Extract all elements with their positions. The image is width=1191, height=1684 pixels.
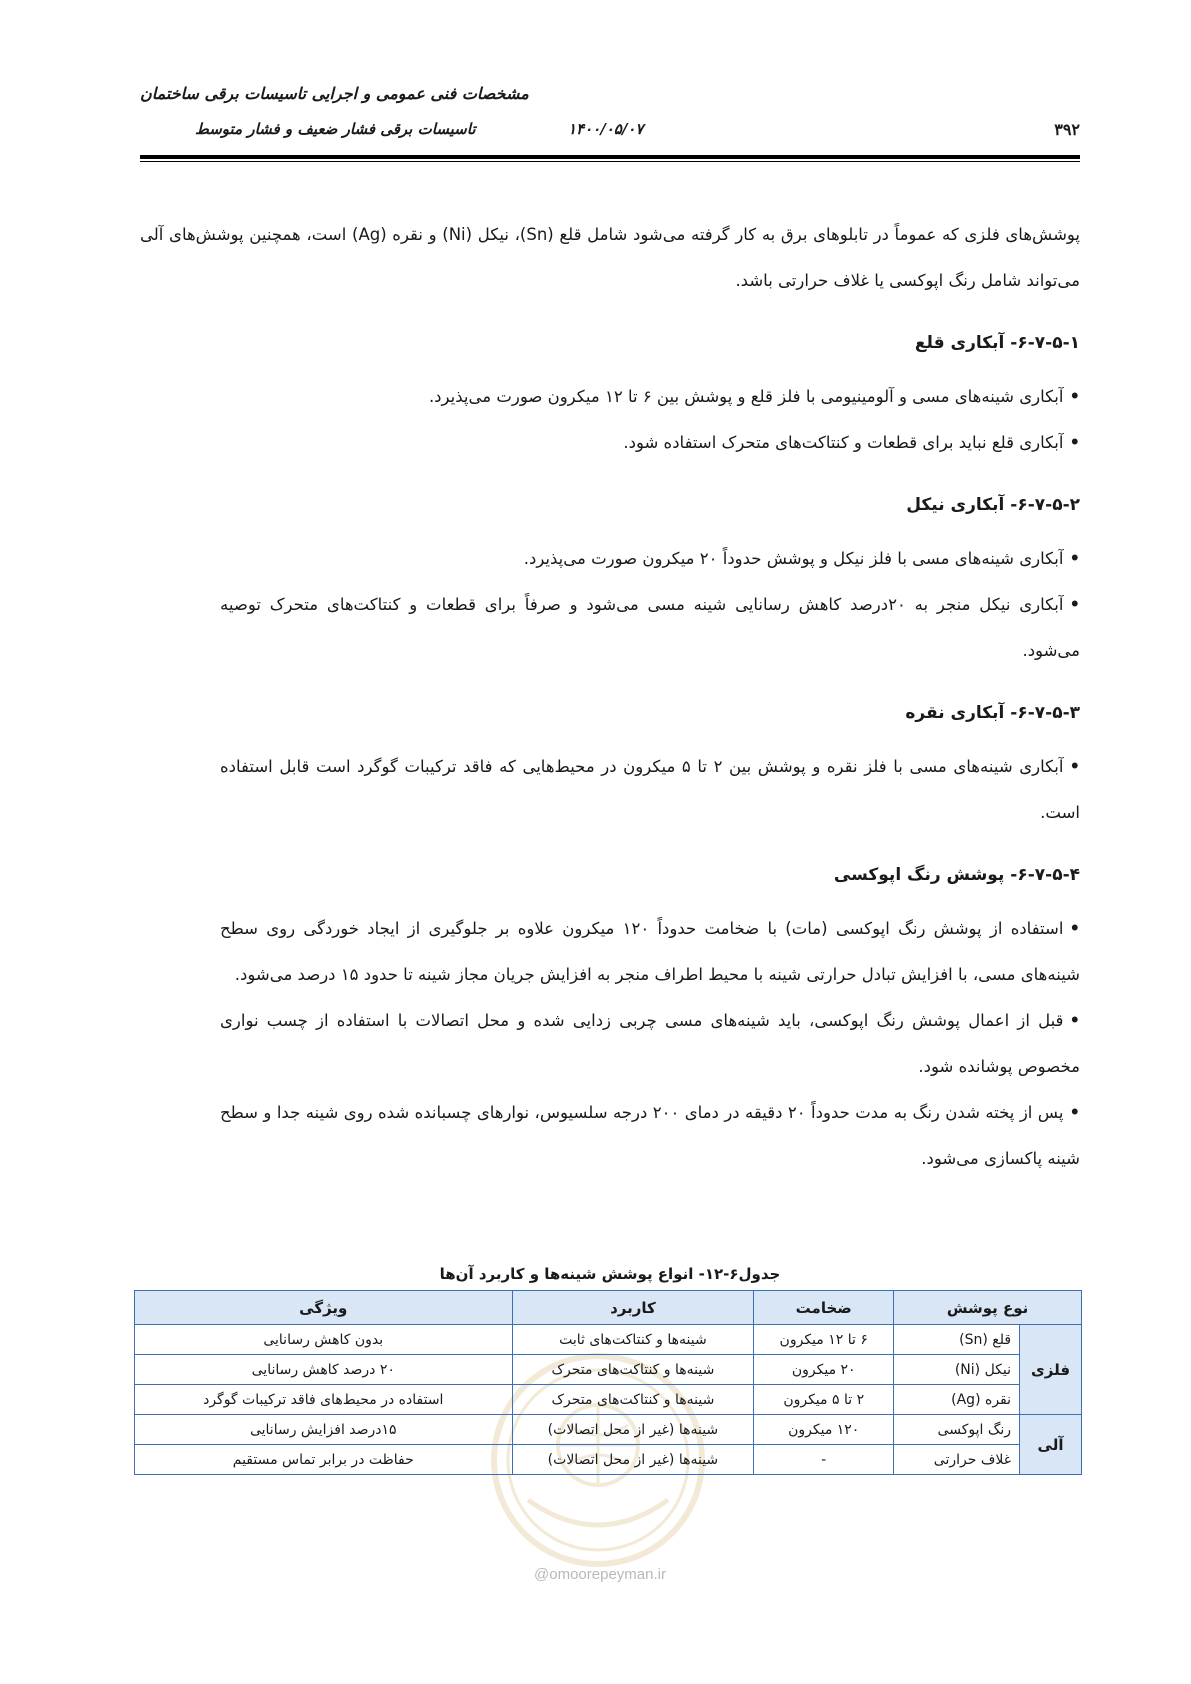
table-cell: حفاظت در برابر تماس مستقیم	[135, 1445, 513, 1475]
table-row	[135, 1445, 1082, 1475]
table-cell: ۶ تا ۱۲ میکرون	[754, 1325, 894, 1355]
bullet-icon: •	[1069, 757, 1080, 776]
group-metallic: فلزی	[1020, 1325, 1082, 1415]
table-row	[135, 1415, 1082, 1445]
table-header-row	[135, 1291, 1082, 1325]
bullet-item: •آبکاری شینه‌های مسی با فلز نیکل و پوشش حدوداً ۲۰ میکرون صورت می‌پذیرد.	[523, 549, 1080, 568]
bullet-icon: •	[1069, 549, 1080, 568]
table-cell: شینه‌ها (غیر از محل اتصالات)	[512, 1445, 754, 1475]
table-row	[135, 1355, 1082, 1385]
table-cell: شینه‌ها و کنتاکت‌های متحرک	[512, 1385, 754, 1415]
bullet-item: •استفاده از پوشش رنگ اپوکسی (مات) با ضخامت حدوداً ۱۲۰ میکرون علاوه بر جلوگیری از ایجاد خوردگی روی سطح شینه‌های مسی، با افزایش تبادل حرارتی شینه با محیط اطراف منجر به افزایش جریان مجاز شینه تا حدود ۱۵ درصد می‌شود.	[220, 919, 1080, 984]
coatings-table	[134, 1290, 1082, 1475]
bullet-item: •آبکاری شینه‌های مسی و آلومینیومی با فلز قلع و پوشش بین ۶ تا ۱۲ میکرون صورت می‌پذیرد.	[428, 387, 1080, 406]
table-cell: غلاف حرارتی	[894, 1445, 1020, 1475]
table-cell: قلع (Sn)	[894, 1325, 1020, 1355]
header-divider-thin	[140, 161, 1080, 162]
bullet-icon: •	[1069, 1103, 1080, 1122]
header-subtitle: تاسیسات برقی فشار ضعیف و فشار متوسط	[195, 120, 476, 138]
table-cell: ۱۲۰ میکرون	[754, 1415, 894, 1445]
table-cell: ۲۰ درصد کاهش رسانایی	[135, 1355, 513, 1385]
table-cell: نقره (Ag)	[894, 1385, 1020, 1415]
bullet-list	[140, 744, 1080, 836]
table-cell: شینه‌ها و کنتاکت‌های ثابت	[512, 1325, 754, 1355]
table-row	[135, 1325, 1082, 1355]
bullet-list	[140, 374, 1080, 466]
document-body	[140, 212, 1080, 1182]
bullet-icon: •	[1069, 387, 1080, 406]
header-feature: ویژگی	[135, 1291, 513, 1325]
intro-paragraph: پوشش‌های فلزی که عموماً در تابلوهای برق به کار گرفته می‌شود شامل قلع (Sn)، نیکل (Ni) و نقره (Ag) است، همچنین پوشش‌های آلی می‌تواند شامل رنگ اپوکسی یا غلاف حرارتی باشد.	[140, 225, 1081, 290]
table-cell: شینه‌ها (غیر از محل اتصالات)	[512, 1415, 754, 1445]
header-application: کاربرد	[512, 1291, 754, 1325]
table-cell: ۲۰ میکرون	[754, 1355, 894, 1385]
section-heading: ۶-۷-۵-۲- آبکاری نیکل	[906, 495, 1080, 515]
header-date: ۱۴۰۰/۰۵/۰۷	[568, 120, 644, 138]
bullet-item: •آبکاری نیکل منجر به ۲۰درصد کاهش رسانایی شینه مسی می‌شود و صرفاً برای قطعات و کنتاکت‌های متحرک توصیه می‌شود.	[220, 595, 1080, 660]
table-cell: بدون کاهش رسانایی	[135, 1325, 513, 1355]
bullet-list	[140, 906, 1080, 1182]
table-cell: رنگ اپوکسی	[894, 1415, 1020, 1445]
table-cell: ۲ تا ۵ میکرون	[754, 1385, 894, 1415]
section-heading: ۶-۷-۵-۱- آبکاری قلع	[914, 333, 1080, 353]
bullet-icon: •	[1069, 1011, 1080, 1030]
page-number: ۳۹۲	[1054, 120, 1080, 139]
table-cell: شینه‌ها و کنتاکت‌های متحرک	[512, 1355, 754, 1385]
header-thickness: ضخامت	[754, 1291, 894, 1325]
header-title: مشخصات فنی عمومی و اجرایی تاسیسات برقی ساختمان	[140, 84, 529, 103]
header-coating-type: نوع پوشش	[894, 1291, 1082, 1325]
section-heading: ۶-۷-۵-۳- آبکاری نقره	[905, 703, 1080, 723]
watermark-text: @omoorepeyman.ir	[534, 1566, 666, 1583]
table-cell: ۱۵درصد افزایش رسانایی	[135, 1415, 513, 1445]
table-cell: نیکل (Ni)	[894, 1355, 1020, 1385]
bullet-item: •قبل از اعمال پوشش رنگ اپوکسی، باید شینه‌های مسی چربی زدایی شده و محل اتصالات با استفاده از چسب نواری مخصوص پوشانده شود.	[220, 1011, 1080, 1076]
bullet-icon: •	[1069, 433, 1080, 452]
bullet-icon: •	[1069, 595, 1080, 614]
table-caption: جدول۶-۱۲- انواع پوشش شینه‌ها و کاربرد آن‌ها	[439, 1265, 781, 1283]
document-page	[140, 0, 1080, 1684]
bullet-item: •آبکاری قلع نباید برای قطعات و کنتاکت‌های متحرک استفاده شود.	[623, 433, 1080, 452]
bullet-item: •آبکاری شینه‌های مسی با فلز نقره و پوشش بین ۲ تا ۵ میکرون در محیط‌هایی که فاقد ترکیبات گوگرد است قابل استفاده است.	[220, 757, 1080, 822]
header-divider	[140, 155, 1080, 159]
group-organic: آلی	[1020, 1415, 1082, 1475]
table-row	[135, 1385, 1082, 1415]
section-heading: ۶-۷-۵-۴- پوشش رنگ اپوکسی	[833, 865, 1080, 885]
table-cell: -	[754, 1445, 894, 1475]
bullet-list	[140, 536, 1080, 674]
bullet-item: •پس از پخته شدن رنگ به مدت حدوداً ۲۰ دقیقه در دمای ۲۰۰ درجه سلسیوس، نوارهای چسبانده شده روی شینه جدا و سطح شینه پاکسازی می‌شود.	[220, 1103, 1080, 1168]
bullet-icon: •	[1069, 919, 1080, 938]
table-cell: استفاده در محیط‌های فاقد ترکیبات گوگرد	[135, 1385, 513, 1415]
